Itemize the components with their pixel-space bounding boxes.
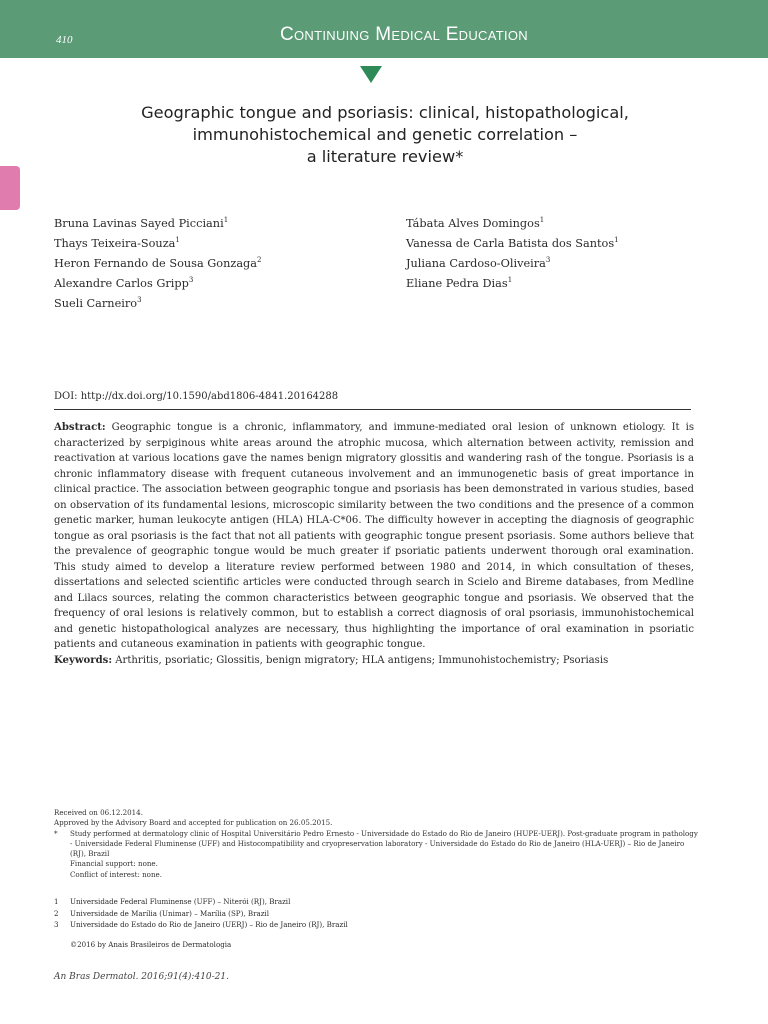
author: Vanessa de Carla Batista dos Santos$^1$ xyxy=(406,236,619,250)
affiliation: 2 Universidade de Marília (Unimar) – Marília (SP), Brazil xyxy=(54,908,269,918)
keywords xyxy=(54,655,694,666)
author: Bruna Lavinas Sayed Picciani$^1$ xyxy=(54,216,229,230)
citation: An Bras Dermatol. 2016;91(4):410-21. xyxy=(54,972,229,982)
divider xyxy=(54,409,691,410)
received-date: Received on 06.12.2014. xyxy=(54,808,143,817)
conflict-of-interest: Conflict of interest: none. xyxy=(70,869,162,879)
page-number: 410 xyxy=(56,34,73,46)
author: Juliana Cardoso-Oliveira$^3$ xyxy=(406,256,551,270)
author: Eliane Pedra Dias$^1$ xyxy=(406,276,513,290)
author: Thays Teixeira-Souza$^1$ xyxy=(54,236,180,250)
side-tab-marker xyxy=(0,166,20,210)
title-line-1: Geographic tongue and psoriasis: clinical, histopathological, xyxy=(141,103,629,122)
study-note xyxy=(54,829,699,860)
affiliation: 1 Universidade Federal Fluminense (UFF) – Niterói (RJ), Brazil xyxy=(54,897,291,906)
author: Heron Fernando de Sousa Gonzaga$^2$ xyxy=(54,256,262,270)
keywords-label: Keywords: xyxy=(54,655,113,666)
section-header-bar xyxy=(0,0,768,58)
abstract-text: Geographic tongue is a chronic, inflammatory, and immune-mediated oral lesion of unknown etiology. It is characterized by serpiginous white areas around the atrophic mucosa, which alternation between activity, remission and reactivation at various locations gave the names benign migratory glossitis and wandering rash of the tongue. Psoriasis is a chronic inflammatory disease with frequent cutaneous involvement and an immunogenetic basis of great importance in clinical practice. The association between geographic tongue and psoriasis has been demonstrated in various studies, based on observation of its fundamental lesions, microscopic similarity between the two conditions and the presence of a common genetic marker, human leukocyte antigen (HLA) HLA-C*06. The difficulty however in accepting the diagnosis of geographic tongue as oral psoriasis is the fact that not all patients with geographic tongue present psoriasis. Some authors believe that the prevalence of geographic tongue would be much greater if psoriatic patients underwent thorough oral examination. This study aimed to develop a literature review performed between 1980 and 2014, in which consultation of theses, dissertations and selected scientific articles were conducted through search in Scielo and Bireme databases, from Medline and Lilacs sources, relating the common characteristics between geographic tongue and psoriasis. We observed that the frequency of oral lesions is relatively common, but to establish a correct diagnosis of oral psoriasis, immunohistochemical and genetic histopathological analyzes are necessary, thus highlighting the importance of oral examination in psoriatic patients and cutaneous examination in patients with geographic tongue. xyxy=(54,422,694,650)
author: Tábata Alves Domingos$^1$ xyxy=(406,216,545,230)
author: Sueli Carneiro$^3$ xyxy=(54,296,142,311)
title-line-3: a literature review* xyxy=(306,147,464,166)
doi-link[interactable]: DOI: http://dx.doi.org/10.1590/abd1806-4841.20164288 xyxy=(54,391,339,402)
article-title xyxy=(80,102,690,168)
footnote-mark: * xyxy=(54,828,58,838)
title-line-2: immunohistochemical and genetic correlation – xyxy=(192,125,578,144)
footnotes xyxy=(54,808,699,880)
author-list-right xyxy=(406,212,619,292)
copyright: ©2016 by Anais Brasileiros de Dermatologia xyxy=(70,940,232,949)
keywords-text: Arthritis, psoriatic; Glossitis, benign migratory; HLA antigens; Immunohistochemistry; Psoriasis xyxy=(115,655,609,666)
author-list-left xyxy=(54,212,262,312)
approved-date: Approved by the Advisory Board and accepted for publication on 26.05.2015. xyxy=(54,818,333,828)
down-triangle-icon xyxy=(360,66,382,83)
abstract xyxy=(54,420,694,653)
section-title: Continuing Medical Education xyxy=(279,24,528,45)
study-text: Study performed at dermatology clinic of Hospital Universitário Pedro Ernesto - Universidade do Estado do Rio de Janeiro (HUPE-UERJ). Post-graduate program in pathology - Universidade Federal Fluminense (UFF) and Histocompatibility and cryopreservation laboratory - Universidade do Estado do Rio de Janeiro (HLA-UERJ) – Rio de Janeiro (RJ), Brazil xyxy=(70,828,698,859)
affiliation: 3 Universidade do Estado do Rio de Janeiro (UERJ) – Rio de Janeiro (RJ), Brazil xyxy=(54,920,348,929)
affiliations xyxy=(54,896,694,931)
financial-support: Financial support: none. xyxy=(70,859,158,869)
author: Alexandre Carlos Gripp$^3$ xyxy=(54,276,194,290)
abstract-label: Abstract: xyxy=(54,422,106,433)
